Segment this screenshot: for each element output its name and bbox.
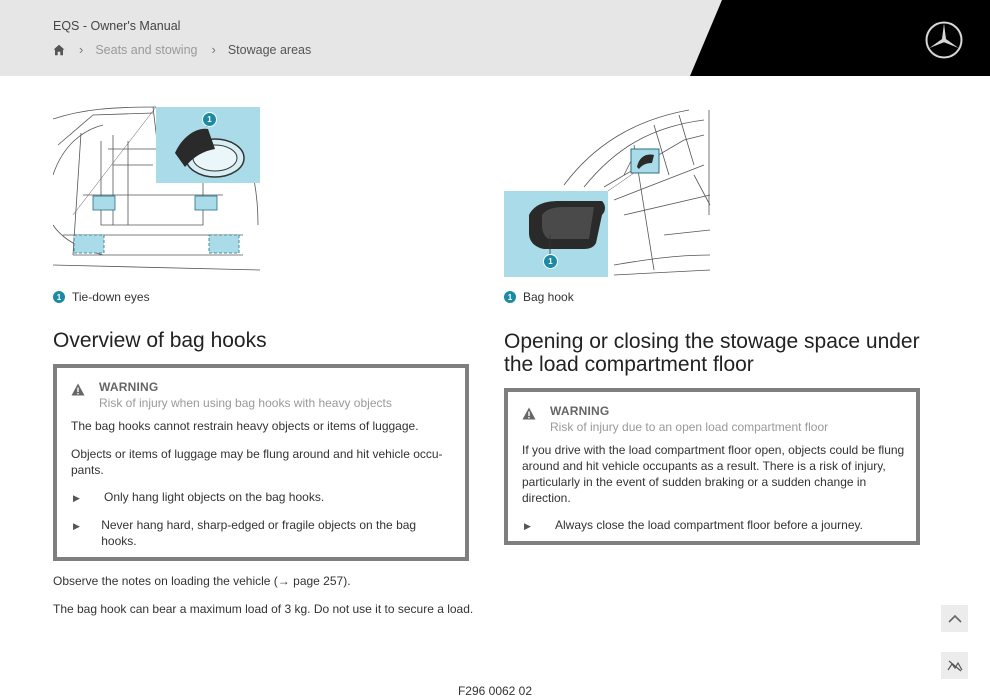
breadcrumb-item-seats-and-stowing[interactable]: Seats and stowing xyxy=(95,42,198,57)
chevron-right-icon: › xyxy=(211,42,216,57)
warning-bullet xyxy=(524,517,904,534)
loading-notes-paragraph: Observe the notes on loading the vehicle (→ page 257). xyxy=(53,574,351,588)
no-images-toggle-button[interactable] xyxy=(941,652,968,679)
chevron-right-icon: › xyxy=(79,42,84,57)
warning-triangle-icon xyxy=(522,407,536,420)
section-heading-stowage-space: Opening or closing the stowage space under the load compartment floor xyxy=(504,330,920,376)
warning-bullet xyxy=(73,489,443,506)
bullet-text: Always close the load compartment floor before a journey. xyxy=(555,518,863,532)
warning-box-load-floor xyxy=(504,388,920,545)
caption-text: Tie-down eyes xyxy=(72,290,150,304)
callout-1-badge: 1 xyxy=(543,254,558,269)
warning-paragraph: The bag hooks cannot restrain heavy objects or items of luggage. xyxy=(71,419,419,433)
bullet-arrow-icon: ▶ xyxy=(73,493,80,503)
warning-subtitle: Risk of injury due to an open load compartment floor xyxy=(550,420,829,434)
caption-text: Bag hook xyxy=(523,290,574,304)
callout-badge: 1 xyxy=(53,291,65,303)
breadcrumb-item-stowage-areas: Stowage areas xyxy=(227,42,312,57)
callout-badge: 1 xyxy=(504,291,516,303)
bullet-arrow-icon: ▶ xyxy=(73,521,80,531)
warning-title: WARNING xyxy=(550,404,610,418)
tie-down-eyes-caption xyxy=(53,290,150,304)
warning-triangle-icon xyxy=(71,383,85,396)
warning-paragraph: Objects or items of luggage may be flung around and hit vehicle occu-pants. xyxy=(71,447,443,477)
warning-bullet xyxy=(73,517,423,549)
page-header xyxy=(0,0,990,76)
warning-header xyxy=(522,404,828,434)
bullet-arrow-icon: ▶ xyxy=(524,521,531,531)
warning-title: WARNING xyxy=(99,380,159,394)
section-heading-bag-hooks: Overview of bag hooks xyxy=(53,329,267,352)
warning-header xyxy=(71,380,392,410)
bag-hook-illustration xyxy=(504,105,714,277)
callout-1-badge: 1 xyxy=(202,112,217,127)
manual-title: EQS - Owner's Manual xyxy=(53,19,181,33)
warning-subtitle: Risk of injury when using bag hooks with heavy objects xyxy=(99,396,392,410)
image-reference-code: F296 0062 02 xyxy=(457,684,533,698)
breadcrumb xyxy=(53,42,311,57)
mercedes-star-logo xyxy=(924,20,964,60)
chevron-up-icon xyxy=(948,614,962,623)
bag-hook-caption xyxy=(504,290,574,304)
tie-down-eyes-illustration xyxy=(53,105,260,277)
bullet-text: Only hang light objects on the bag hooks. xyxy=(104,490,325,504)
bullet-text: Never hang hard, sharp-edged or fragile objects on the bag hooks. xyxy=(101,518,417,548)
scroll-to-top-button[interactable] xyxy=(941,605,968,632)
warning-paragraph: If you drive with the load compartment floor open, objects could be flung around and hit vehicle occupants as a result. There is a risk of injury, particularly in the event of sudden braking or a sudden change in direction. xyxy=(522,443,905,505)
warning-box-bag-hooks xyxy=(53,364,469,561)
images-off-icon xyxy=(947,660,963,672)
max-load-paragraph: The bag hook can bear a maximum load of 3 kg. Do not use it to secure a load. xyxy=(53,602,474,616)
home-icon[interactable] xyxy=(53,44,65,56)
